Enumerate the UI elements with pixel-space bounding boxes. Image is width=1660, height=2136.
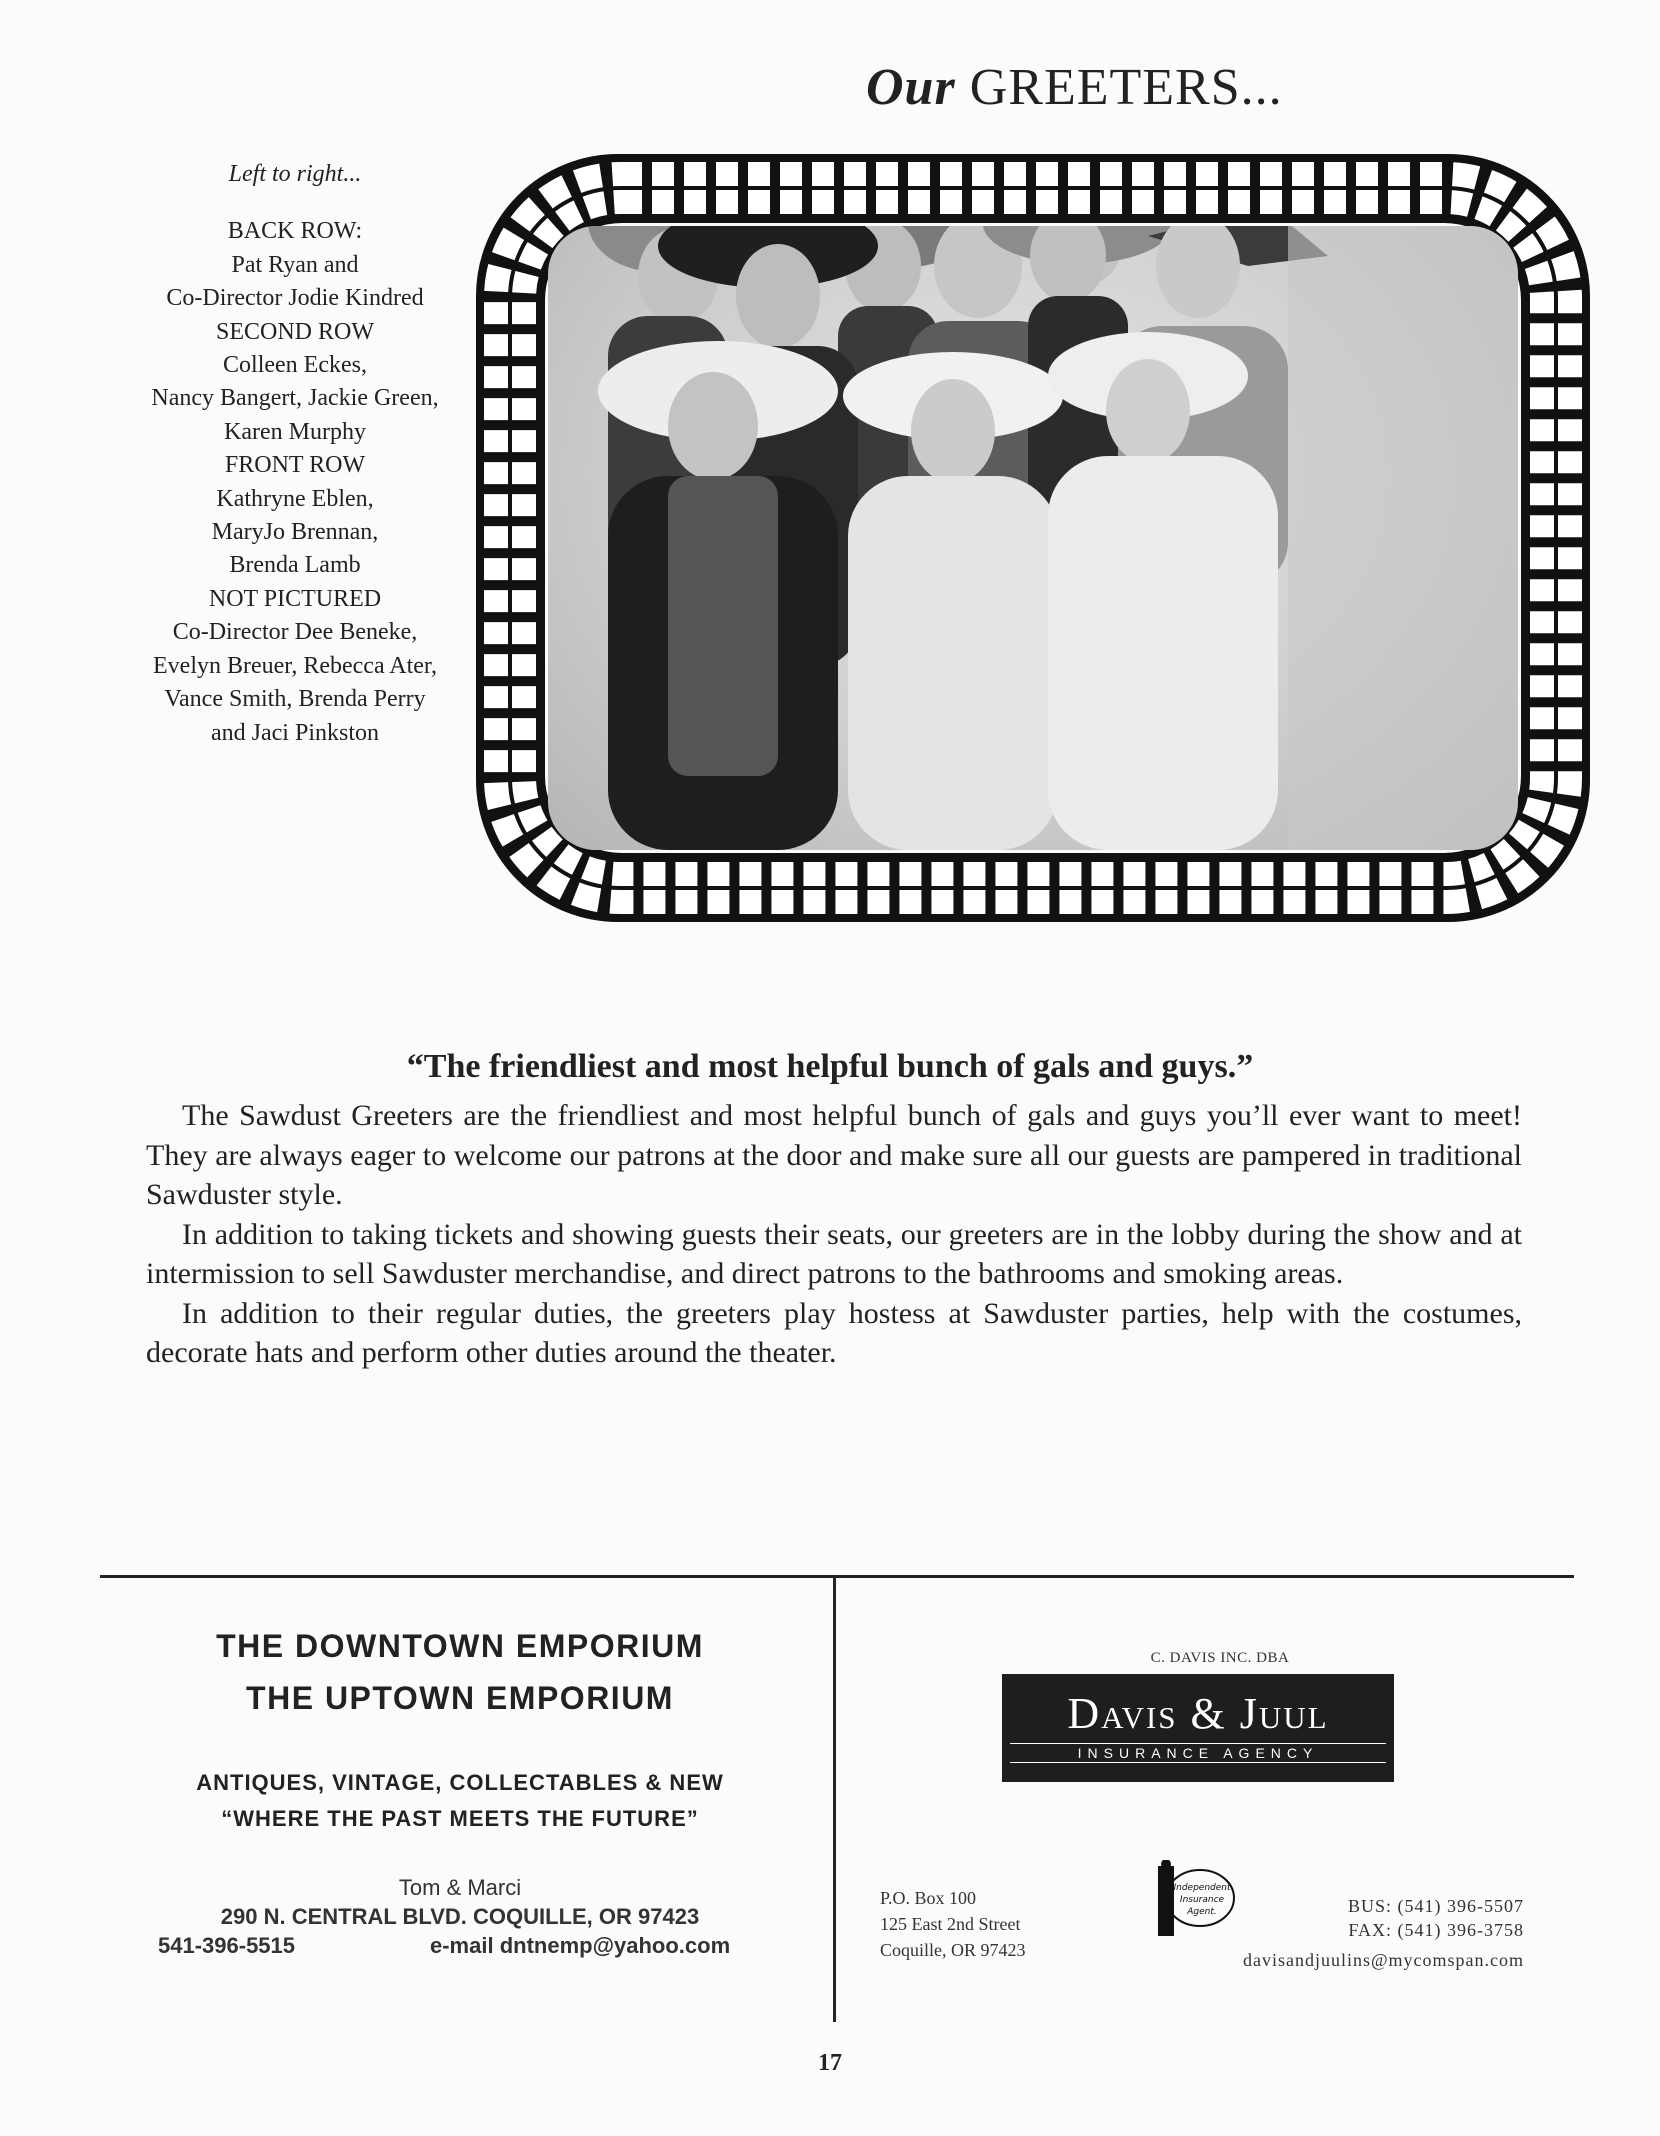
emporium-phone: 541-396-5515 xyxy=(158,1933,296,1958)
davis-juul-business-phone: BUS: (541) 396-5507 xyxy=(1348,1896,1524,1916)
page-number: 17 xyxy=(818,2050,842,2076)
caption-line: Co-Director Jodie Kindred xyxy=(166,285,424,312)
page-title-italic: Our xyxy=(866,59,956,116)
caption-line: Colleen Eckes, xyxy=(223,352,367,379)
emporium-owners: Tom & Marci xyxy=(398,1875,522,1900)
davis-juul-po-box: P.O. Box 100 xyxy=(880,1888,977,1908)
caption-line: FRONT ROW xyxy=(224,452,366,479)
ad-column-divider xyxy=(833,1578,836,2022)
davis-juul-logo-name: Davis & Juul xyxy=(1067,1689,1329,1738)
davis-juul-street: 125 East 2nd Street xyxy=(880,1914,1021,1934)
emporium-email: e-mail dntnemp@yahoo.com xyxy=(430,1933,731,1958)
caption-intro: Left to right... xyxy=(228,161,362,187)
greeters-group-photo xyxy=(548,226,1518,850)
body-paragraph: In addition to taking tickets and showing guests their seats, our greeters are in the lobby during the show and at intermission to sell Sawduster merchandise, and direct patrons to the bathrooms and smoking areas. xyxy=(146,1217,1522,1290)
davis-juul-email: davisandjuulins@mycomspan.com xyxy=(1242,1950,1524,1970)
page-title-main: GREETERS... xyxy=(969,59,1283,116)
caption-line: Vance Smith, Brenda Perry xyxy=(164,686,426,713)
person-figure xyxy=(598,341,838,850)
emporium-address: 290 N. CENTRAL BLVD. COQUILLE, OR 97423 xyxy=(220,1904,700,1929)
svg-text:Agent.: Agent. xyxy=(1187,1907,1217,1917)
ad-section-divider xyxy=(100,1575,1574,1578)
body-paragraph: In addition to their regular duties, the greeters play hostess at Sawduster parties, help with the costumes, decorate hats and perform other duties around the theater. xyxy=(146,1296,1522,1369)
page-title xyxy=(866,58,1426,117)
caption-line: Co-Director Dee Beneke, xyxy=(172,619,418,646)
independent-agent-badge-icon xyxy=(1150,1860,1238,1942)
davis-juul-fax: FAX: (541) 396-3758 xyxy=(1348,1920,1524,1940)
davis-juul-logo xyxy=(1002,1674,1394,1782)
davis-juul-logo-subtitle: INSURANCE AGENCY xyxy=(1010,1743,1386,1763)
caption-line: Karen Murphy xyxy=(224,418,366,445)
caption-line: NOT PICTURED xyxy=(208,585,382,612)
svg-text:Insurance: Insurance xyxy=(1179,1895,1225,1905)
body-paragraph: The Sawdust Greeters are the friendliest and most helpful bunch of gals and guys you’ll ever want to meet! They are always eager to welcome our patrons at the door and make sure all our guests are pampered in traditional Sawduster style. xyxy=(146,1099,1522,1211)
article-body xyxy=(146,1096,1522,1373)
caption-line: Brenda Lamb xyxy=(229,552,361,579)
photo-illustration xyxy=(548,226,1518,850)
svg-text:Independent: Independent xyxy=(1173,1883,1231,1893)
caption-line: SECOND ROW xyxy=(215,318,374,345)
davis-juul-dba: C. DAVIS INC. DBA xyxy=(1150,1650,1290,1666)
caption-line: BACK ROW: xyxy=(227,218,363,245)
emporium-slogan: “WHERE THE PAST MEETS THE FUTURE” xyxy=(221,1806,699,1831)
person-figure xyxy=(843,352,1063,850)
caption-line: Kathryne Eblen, xyxy=(216,485,374,512)
pull-quote: “The friendliest and most helpful bunch of gals and guys.” xyxy=(406,1048,1254,1085)
emporium-name-uptown: THE UPTOWN EMPORIUM xyxy=(246,1680,674,1716)
caption-line: Evelyn Breuer, Rebecca Ater, xyxy=(153,652,437,679)
davis-juul-city: Coquille, OR 97423 xyxy=(880,1940,1026,1960)
caption-line: Pat Ryan and xyxy=(231,251,359,278)
emporium-name-downtown: THE DOWNTOWN EMPORIUM xyxy=(216,1628,704,1664)
caption-line: and Jaci Pinkston xyxy=(211,719,379,746)
caption-line: Nancy Bangert, Jackie Green, xyxy=(151,385,439,412)
emporium-tagline: ANTIQUES, VINTAGE, COLLECTABLES & NEW xyxy=(196,1770,724,1795)
caption-line: MaryJo Brennan, xyxy=(211,519,379,546)
photo-caption xyxy=(110,158,480,750)
